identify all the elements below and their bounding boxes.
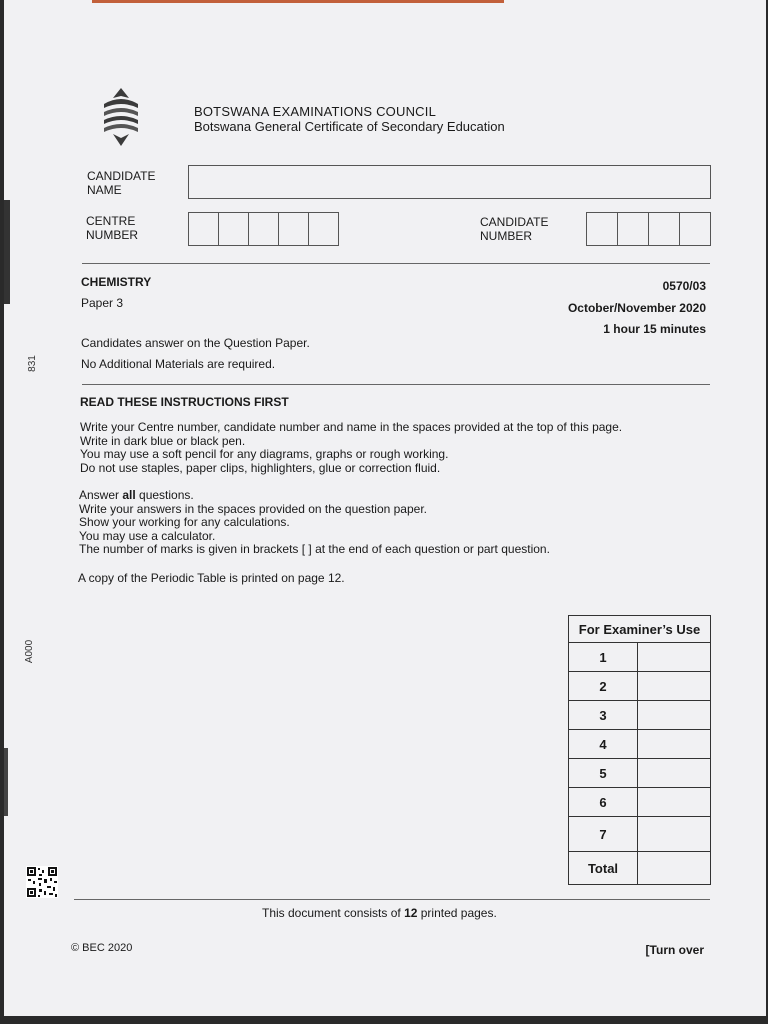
candidate-number-label: CANDIDATE NUMBER xyxy=(480,215,549,243)
digit-cell[interactable] xyxy=(279,213,309,245)
answer-all-line: Answer all questions. xyxy=(79,488,194,502)
table-row: 7 xyxy=(569,817,711,852)
margin-code-bottom: A000 xyxy=(24,639,36,664)
digit-cell[interactable] xyxy=(649,213,680,245)
candidate-name-label: CANDIDATE NAME xyxy=(87,169,156,197)
centre-number-label: CENTRE NUMBER xyxy=(86,214,139,242)
instructions-block-1: Write your Centre number, candidate number and name in the spaces provided at the top of this page. Write in dark blue or black pen. You may use a soft pencil for any diagrams, graphs or rough working. Do not use staples, paper clips, highlighters, glue or correction fluid. xyxy=(80,420,623,475)
subject-title: CHEMISTRY xyxy=(81,275,152,289)
table-row: 1 xyxy=(569,643,711,672)
council-title: BOTSWANA EXAMINATIONS COUNCIL xyxy=(194,104,436,119)
qr-code-icon xyxy=(26,866,58,898)
periodic-table-note: A copy of the Periodic Table is printed on page 12. xyxy=(78,571,345,585)
turn-over-note: [Turn over xyxy=(645,943,704,957)
digit-cell[interactable] xyxy=(219,213,249,245)
mark-cell[interactable] xyxy=(638,759,711,788)
binding-strip xyxy=(4,200,10,304)
divider xyxy=(82,263,710,264)
margin-code-top: 831 xyxy=(26,355,38,372)
mark-cell[interactable] xyxy=(638,672,711,701)
materials-line-1: Candidates answer on the Question Paper. xyxy=(81,336,310,350)
instructions-block-2: Answer all questions. Write your answers in the spaces provided on the question paper. Show your working for any calculations. You may use a calculator. The number of marks is given in brackets [ ] at the end of each question or part question. xyxy=(79,489,689,557)
exam-duration: 1 hour 15 minutes xyxy=(603,322,706,336)
table-row: 3 xyxy=(569,701,711,730)
mark-cell[interactable] xyxy=(638,817,711,852)
divider xyxy=(74,899,710,900)
exam-session: October/November 2020 xyxy=(567,301,706,315)
examiner-use-table xyxy=(568,615,711,885)
certificate-title: Botswana General Certificate of Secondary Education xyxy=(194,119,505,134)
table-row: Total xyxy=(569,852,711,885)
materials-line-2: No Additional Materials are required. xyxy=(81,357,276,371)
paper-number: Paper 3 xyxy=(81,296,124,310)
centre-number-field[interactable] xyxy=(188,212,339,246)
divider xyxy=(82,384,710,385)
mark-cell[interactable] xyxy=(638,730,711,759)
digit-cell[interactable] xyxy=(249,213,279,245)
table-row: 2 xyxy=(569,672,711,701)
table-row: 4 xyxy=(569,730,711,759)
mark-cell[interactable] xyxy=(638,788,711,817)
digit-cell[interactable] xyxy=(680,213,710,245)
page-edge-color xyxy=(92,0,504,3)
mark-cell[interactable] xyxy=(638,643,711,672)
page-count-note: This document consists of 12 printed pages. xyxy=(262,906,497,920)
mark-cell[interactable] xyxy=(638,701,711,730)
digit-cell[interactable] xyxy=(618,213,649,245)
digit-cell[interactable] xyxy=(587,213,618,245)
bec-logo-icon xyxy=(96,86,146,148)
candidate-number-field[interactable] xyxy=(586,212,711,246)
exam-cover-page xyxy=(4,0,766,1016)
total-mark-cell[interactable] xyxy=(638,852,711,885)
paper-code: 0570/03 xyxy=(662,279,706,293)
instructions-heading: READ THESE INSTRUCTIONS FIRST xyxy=(80,395,289,409)
binding-strip xyxy=(4,748,8,816)
candidate-name-field[interactable] xyxy=(188,165,711,199)
table-row: 5 xyxy=(569,759,711,788)
copyright: © BEC 2020 xyxy=(71,942,133,954)
digit-cell[interactable] xyxy=(189,213,219,245)
digit-cell[interactable] xyxy=(309,213,338,245)
table-row: 6 xyxy=(569,788,711,817)
examiner-table-heading: For Examiner’s Use xyxy=(569,616,711,643)
